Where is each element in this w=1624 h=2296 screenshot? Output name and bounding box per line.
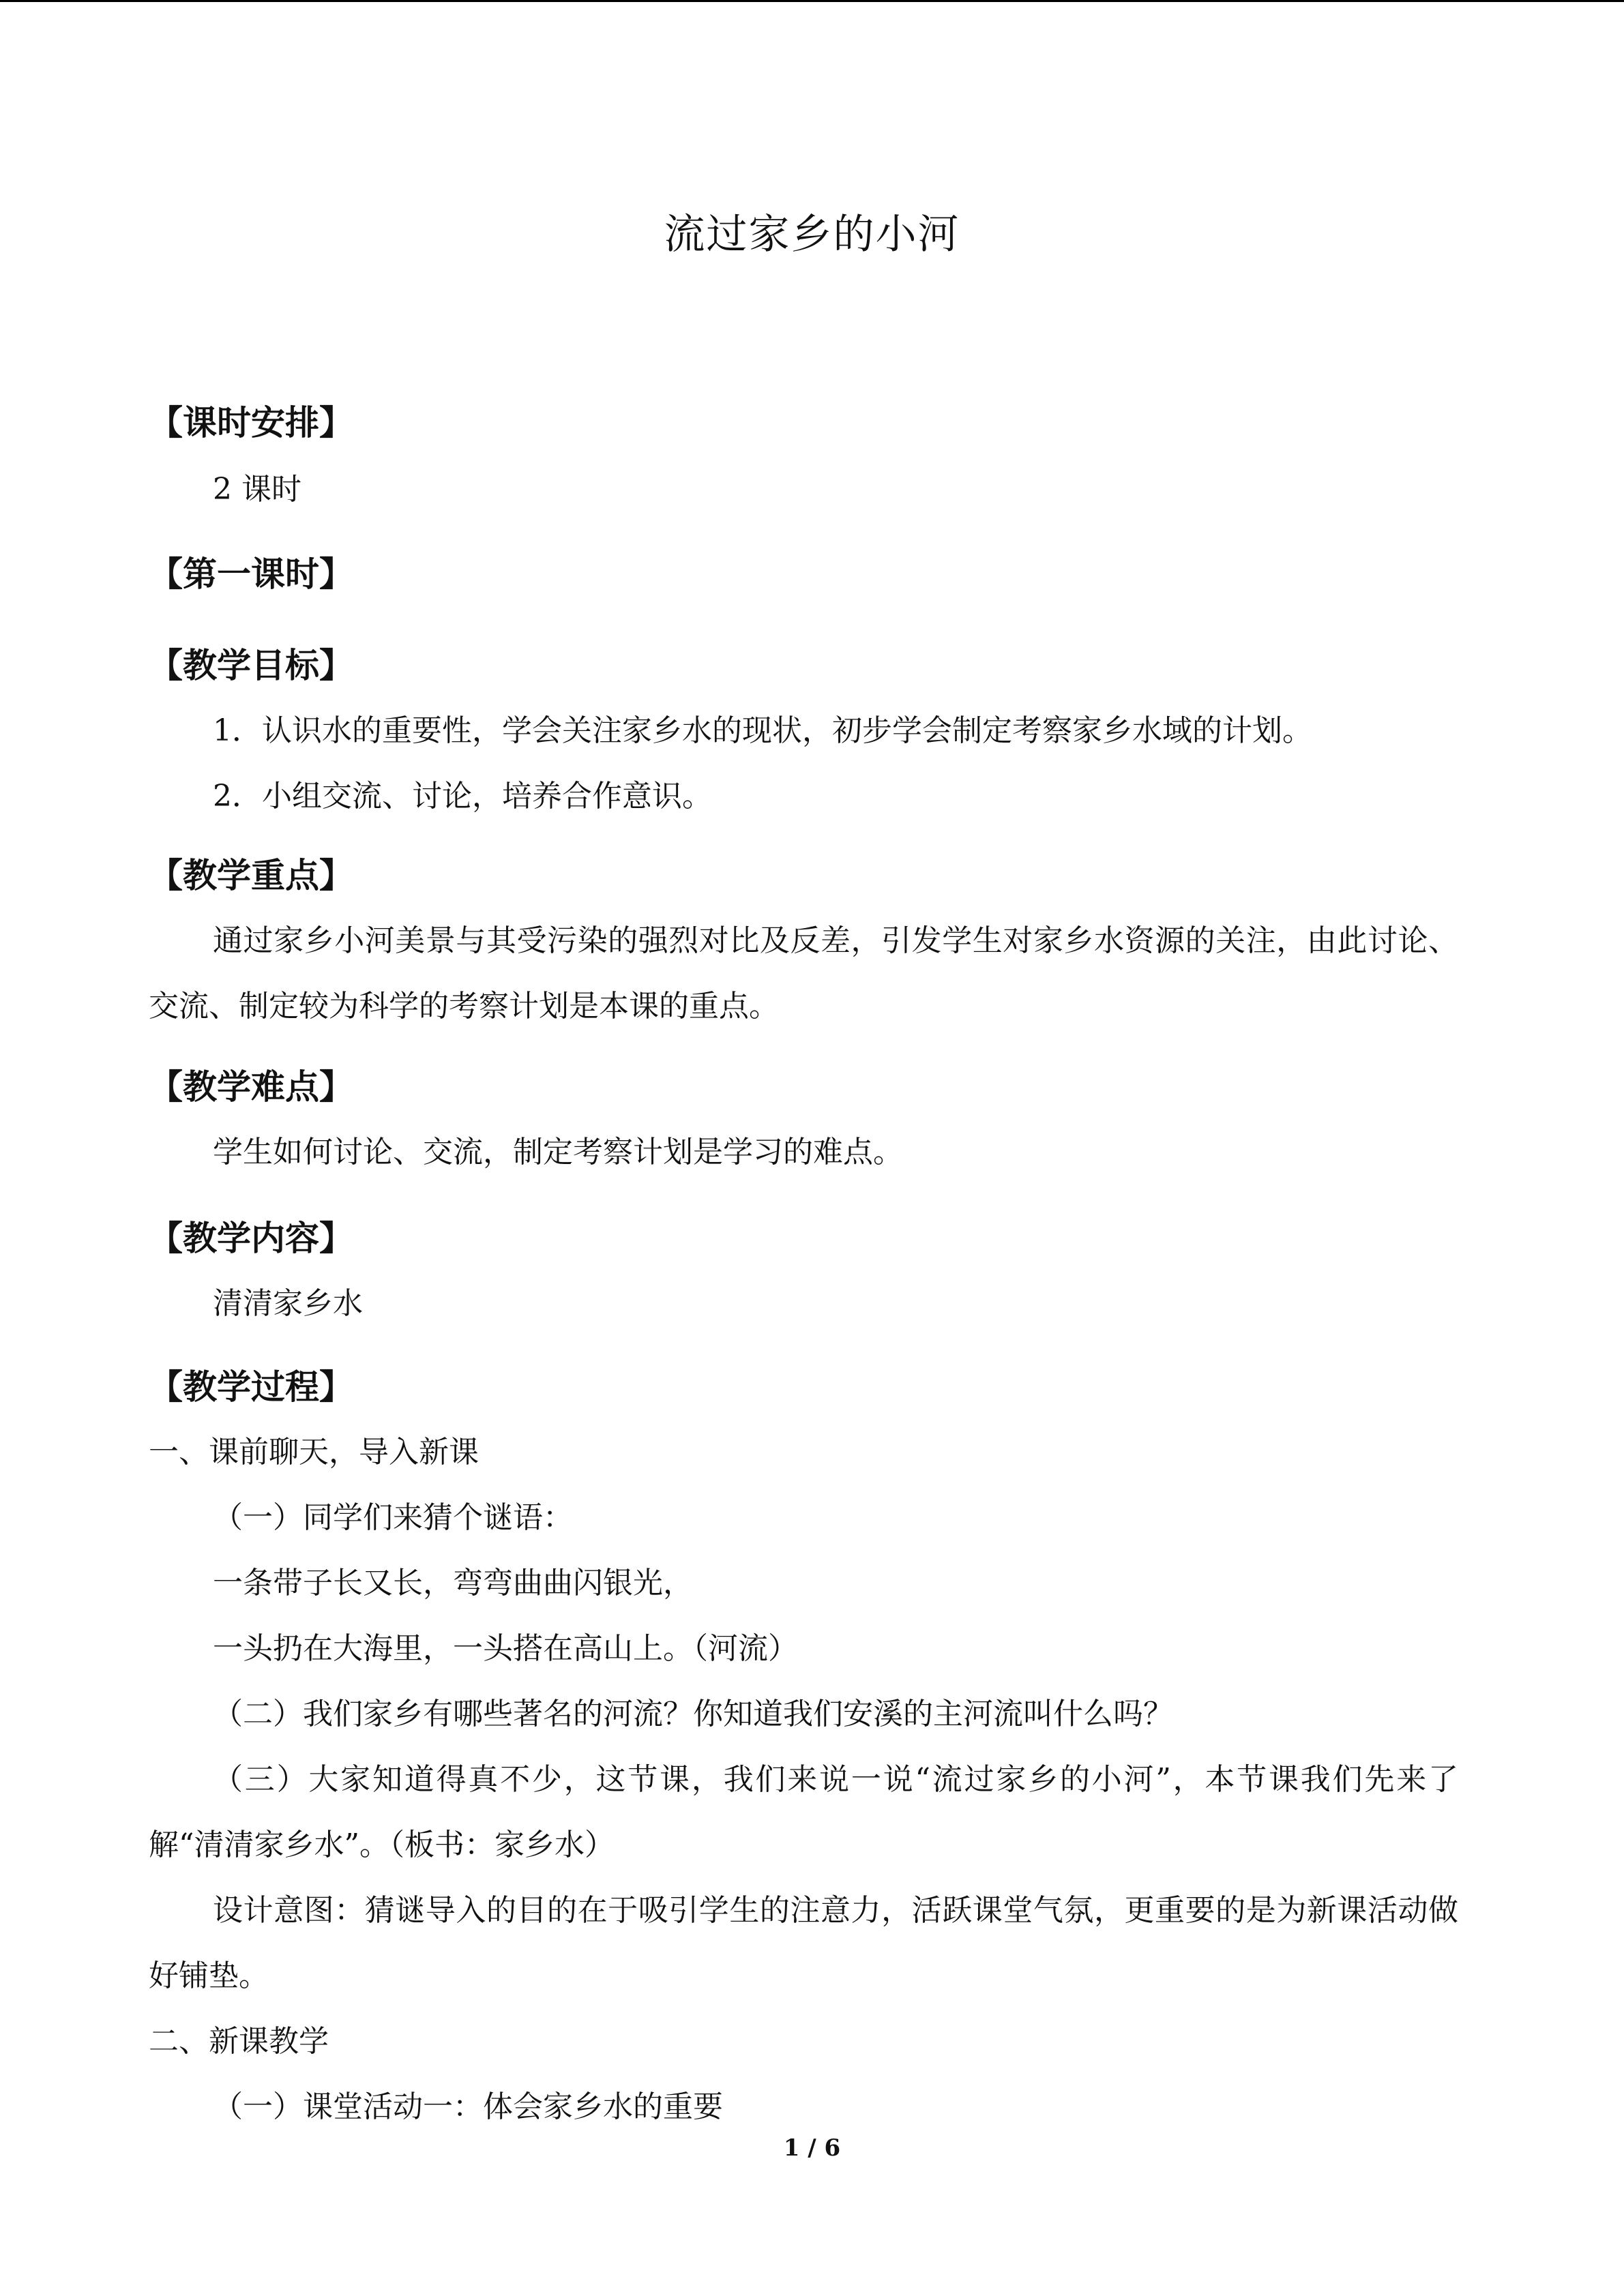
objective-item-2: 2．小组交流、讨论，培养合作意识。 (213, 779, 712, 814)
heading-process: 【教学过程】 (149, 1367, 353, 1407)
schedule-text: 2 课时 (213, 472, 301, 507)
content-text: 清清家乡水 (213, 1286, 363, 1321)
riddle-intro: （一）同学们来猜个谜语： (213, 1500, 573, 1535)
section-content (149, 1214, 1458, 1337)
riddle-line-2: 一头扔在大海里，一头搭在高山上。（河流） (213, 1631, 798, 1666)
heading-objectives: 【教学目标】 (149, 646, 353, 685)
top-border (0, 0, 1624, 2)
heading-schedule: 【课时安排】 (149, 403, 353, 443)
section-objectives (149, 641, 1458, 829)
activity-1: （一）课堂活动一：体会家乡水的重要 (213, 2089, 723, 2124)
difficulties-text: 学生如何讨论、交流，制定考察计划是学习的难点。 (213, 1135, 903, 1169)
process-part1-title: 一、课前聊天，导入新课 (149, 1435, 479, 1470)
heading-key-points: 【教学重点】 (149, 856, 353, 895)
riddle-line-1: 一条带子长又长，弯弯曲曲闪银光， (213, 1566, 693, 1600)
section-process (149, 1362, 1458, 2140)
question-2: （二）我们家乡有哪些著名的河流？你知道我们安溪的主河流叫什么吗？ (213, 1697, 1173, 1731)
document-title: 流过家乡的小河 (664, 211, 960, 258)
heading-difficulties: 【教学难点】 (149, 1067, 353, 1107)
heading-content: 【教学内容】 (149, 1219, 353, 1258)
objective-item-1: 1．认识水的重要性，学会关注家乡水的现状，初步学会制定考察家乡水域的计划。 (213, 713, 1312, 748)
question-3: （三）大家知道得真不少，这节课，我们来说一说“流过家乡的小河”，本节课我们先来了解“清清家乡水”。（板书：家乡水） (149, 1762, 1458, 1862)
section-key-points (149, 851, 1458, 1039)
design-intent: 设计意图：猜谜导入的目的在于吸引学生的注意力，活跃课堂气氛，更重要的是为新课活动做好铺垫。 (149, 1893, 1458, 1993)
page-number: 1 / 6 (783, 2134, 841, 2162)
heading-first-lesson: 【第一课时】 (149, 554, 353, 594)
section-schedule (149, 398, 1458, 522)
process-part2-title: 二、新课教学 (149, 2024, 329, 2059)
key-points-text: 通过家乡小河美景与其受污染的强烈对比及反差，引发学生对家乡水资源的关注，由此讨论、交流、制定较为科学的考察计划是本课的重点。 (149, 923, 1458, 1024)
section-difficulties (149, 1062, 1458, 1185)
section-first-lesson (149, 550, 1458, 599)
